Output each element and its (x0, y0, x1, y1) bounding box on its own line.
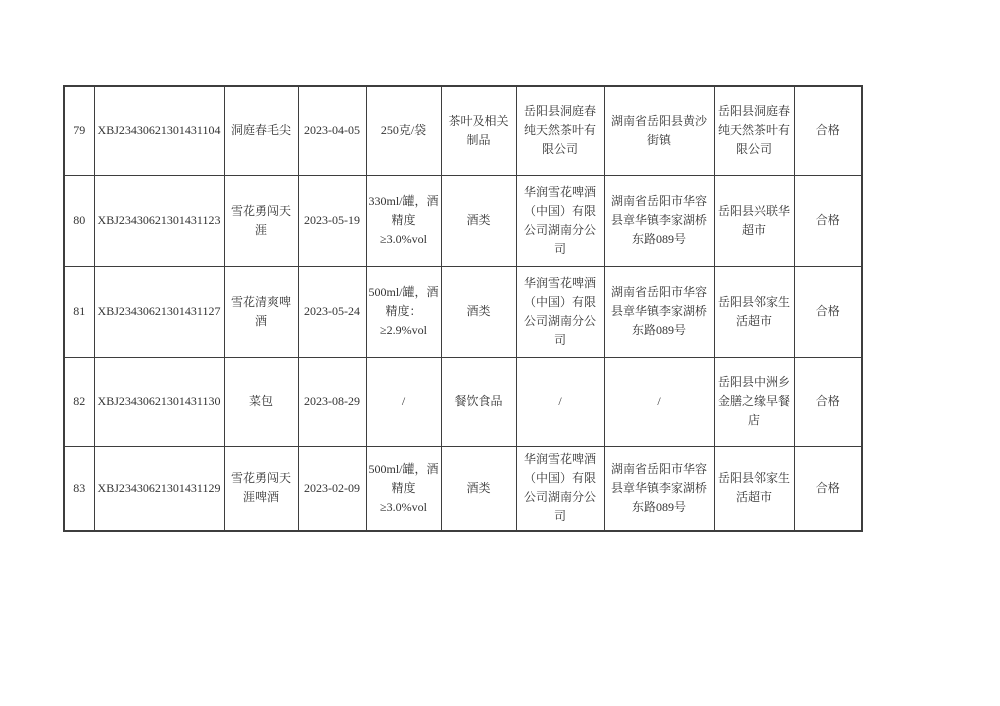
cell-sample-id: XBJ23430621301431130 (94, 357, 224, 446)
cell-product-name: 雪花勇闯天涯 (224, 175, 298, 266)
cell-specification: 330ml/罐，酒精度≥3.0%vol (366, 175, 441, 266)
inspection-table (63, 85, 863, 532)
table-row (64, 357, 862, 446)
cell-producer: / (516, 357, 604, 446)
cell-producer-address: 湖南省岳阳市华容县章华镇李家湖桥东路089号 (604, 266, 714, 357)
table-row (64, 446, 862, 531)
cell-specification: 500ml/罐，酒精度≥3.0%vol (366, 446, 441, 531)
cell-sample-id: XBJ23430621301431127 (94, 266, 224, 357)
cell-specification: 250克/袋 (366, 86, 441, 175)
cell-date: 2023-02-09 (298, 446, 366, 531)
cell-product-name: 菜包 (224, 357, 298, 446)
cell-producer-address: 湖南省岳阳市华容县章华镇李家湖桥东路089号 (604, 175, 714, 266)
cell-seller: 岳阳县洞庭春纯天然茶叶有限公司 (714, 86, 794, 175)
cell-category: 茶叶及相关制品 (441, 86, 516, 175)
cell-row-index: 81 (64, 266, 94, 357)
cell-sample-id: XBJ23430621301431129 (94, 446, 224, 531)
cell-result: 合格 (794, 86, 862, 175)
cell-row-index: 79 (64, 86, 94, 175)
cell-producer-address: 湖南省岳阳市华容县章华镇李家湖桥东路089号 (604, 446, 714, 531)
cell-sample-id: XBJ23430621301431123 (94, 175, 224, 266)
table-row (64, 266, 862, 357)
cell-producer: 华润雪花啤酒（中国）有限公司湖南分公司 (516, 175, 604, 266)
cell-producer-address: 湖南省岳阳县黄沙街镇 (604, 86, 714, 175)
cell-result: 合格 (794, 446, 862, 531)
cell-seller: 岳阳县兴联华超市 (714, 175, 794, 266)
cell-date: 2023-08-29 (298, 357, 366, 446)
cell-date: 2023-04-05 (298, 86, 366, 175)
cell-row-index: 83 (64, 446, 94, 531)
cell-seller: 岳阳县邻家生活超市 (714, 446, 794, 531)
cell-category: 餐饮食品 (441, 357, 516, 446)
cell-seller: 岳阳县中洲乡金膳之缘早餐店 (714, 357, 794, 446)
table-row (64, 175, 862, 266)
cell-category: 酒类 (441, 266, 516, 357)
cell-specification: / (366, 357, 441, 446)
cell-seller: 岳阳县邻家生活超市 (714, 266, 794, 357)
cell-producer: 华润雪花啤酒（中国）有限公司湖南分公司 (516, 446, 604, 531)
cell-specification: 500ml/罐，酒精度：≥2.9%vol (366, 266, 441, 357)
cell-category: 酒类 (441, 175, 516, 266)
cell-result: 合格 (794, 175, 862, 266)
cell-producer: 华润雪花啤酒（中国）有限公司湖南分公司 (516, 266, 604, 357)
cell-producer-address: / (604, 357, 714, 446)
table-row (64, 86, 862, 175)
cell-product-name: 雪花清爽啤酒 (224, 266, 298, 357)
cell-date: 2023-05-19 (298, 175, 366, 266)
cell-product-name: 雪花勇闯天涯啤酒 (224, 446, 298, 531)
cell-sample-id: XBJ23430621301431104 (94, 86, 224, 175)
cell-result: 合格 (794, 266, 862, 357)
cell-date: 2023-05-24 (298, 266, 366, 357)
cell-row-index: 80 (64, 175, 94, 266)
cell-result: 合格 (794, 357, 862, 446)
cell-category: 酒类 (441, 446, 516, 531)
cell-row-index: 82 (64, 357, 94, 446)
cell-producer: 岳阳县洞庭春纯天然茶叶有限公司 (516, 86, 604, 175)
cell-product-name: 洞庭春毛尖 (224, 86, 298, 175)
